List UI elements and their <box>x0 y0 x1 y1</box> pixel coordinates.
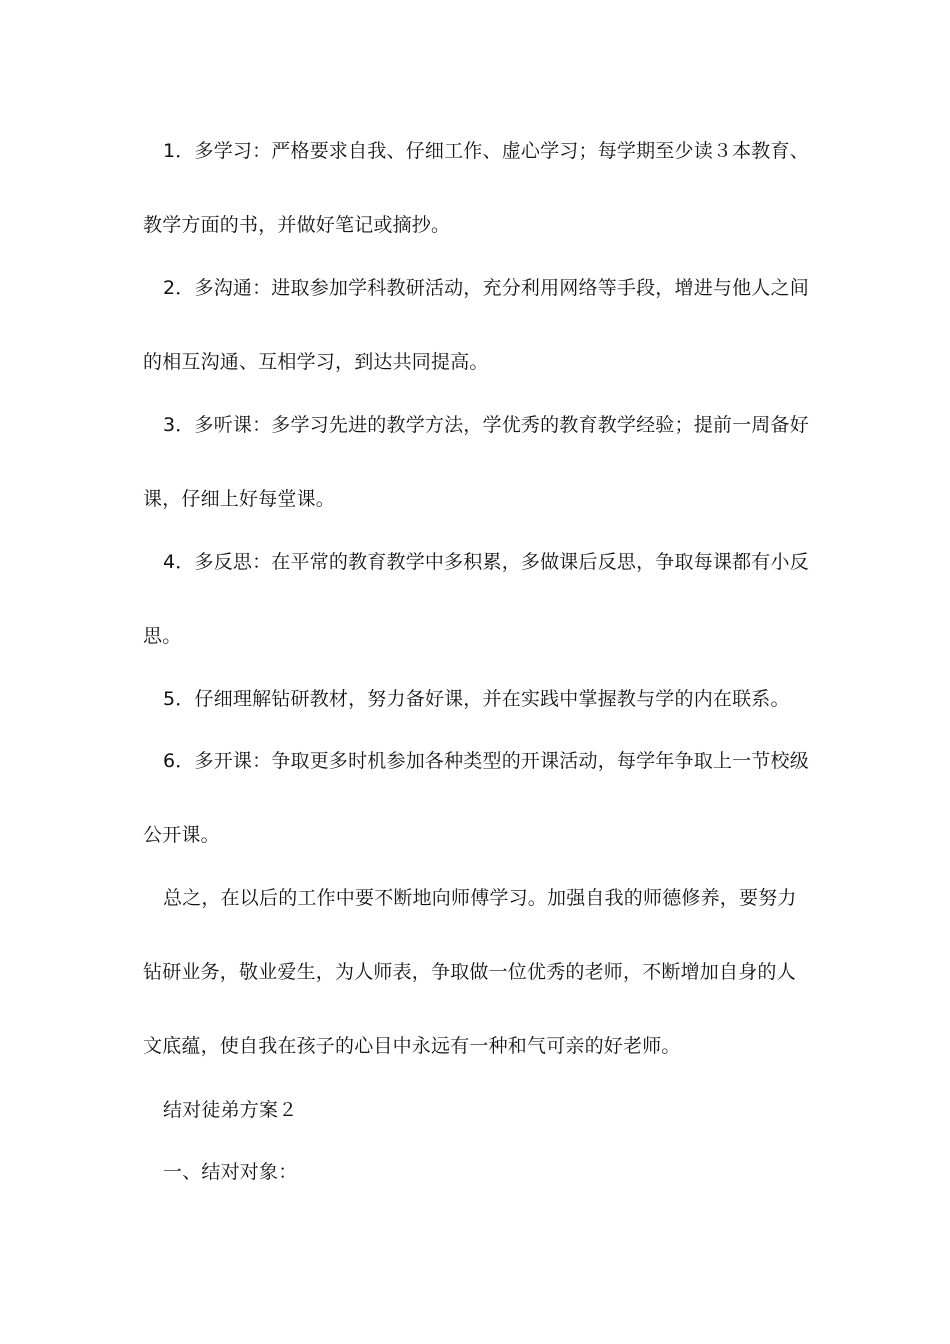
paragraph-line: 课，仔细上好每堂课。 <box>143 488 336 510</box>
paragraph-line: 4．多反思：在平常的教育教学中多积累，多做课后反思，争取每课都有小反 <box>163 551 809 573</box>
subsection-heading: 一、结对对象： <box>163 1161 298 1183</box>
paragraph-line: 6．多开课：争取更多时机参加各种类型的开课活动，每学年争取上一节校级 <box>163 750 809 772</box>
paragraph-line: 5．仔细理解钻研教材，努力备好课，并在实践中掌握教与学的内在联系。 <box>163 688 790 710</box>
paragraph-line: 思。 <box>143 625 182 647</box>
paragraph-line: 2．多沟通：进取参加学科教研活动，充分利用网络等手段，增进与他人之间 <box>163 277 809 299</box>
paragraph-line: 的相互沟通、互相学习，到达共同提高。 <box>143 351 489 373</box>
paragraph-line: 文底蕴，使自我在孩子的心目中永远有一种和气可亲的好老师。 <box>143 1035 681 1057</box>
paragraph-line: 教学方面的书，并做好笔记或摘抄。 <box>143 214 451 236</box>
paragraph-line: 总之，在以后的工作中要不断地向师傅学习。加强自我的师德修养，要努力 <box>163 887 797 909</box>
paragraph-line: 钻研业务，敬业爱生，为人师表，争取做一位优秀的老师，不断增加自身的人 <box>143 961 796 983</box>
section-heading: 结对徒弟方案２ <box>163 1099 298 1121</box>
paragraph-line: 3．多听课：多学习先进的教学方法，学优秀的教育教学经验；提前一周备好 <box>163 414 809 436</box>
paragraph-line: 1．多学习：严格要求自我、仔细工作、虚心学习；每学期至少读３本教育、 <box>163 140 809 162</box>
paragraph-line: 公开课。 <box>143 824 220 846</box>
